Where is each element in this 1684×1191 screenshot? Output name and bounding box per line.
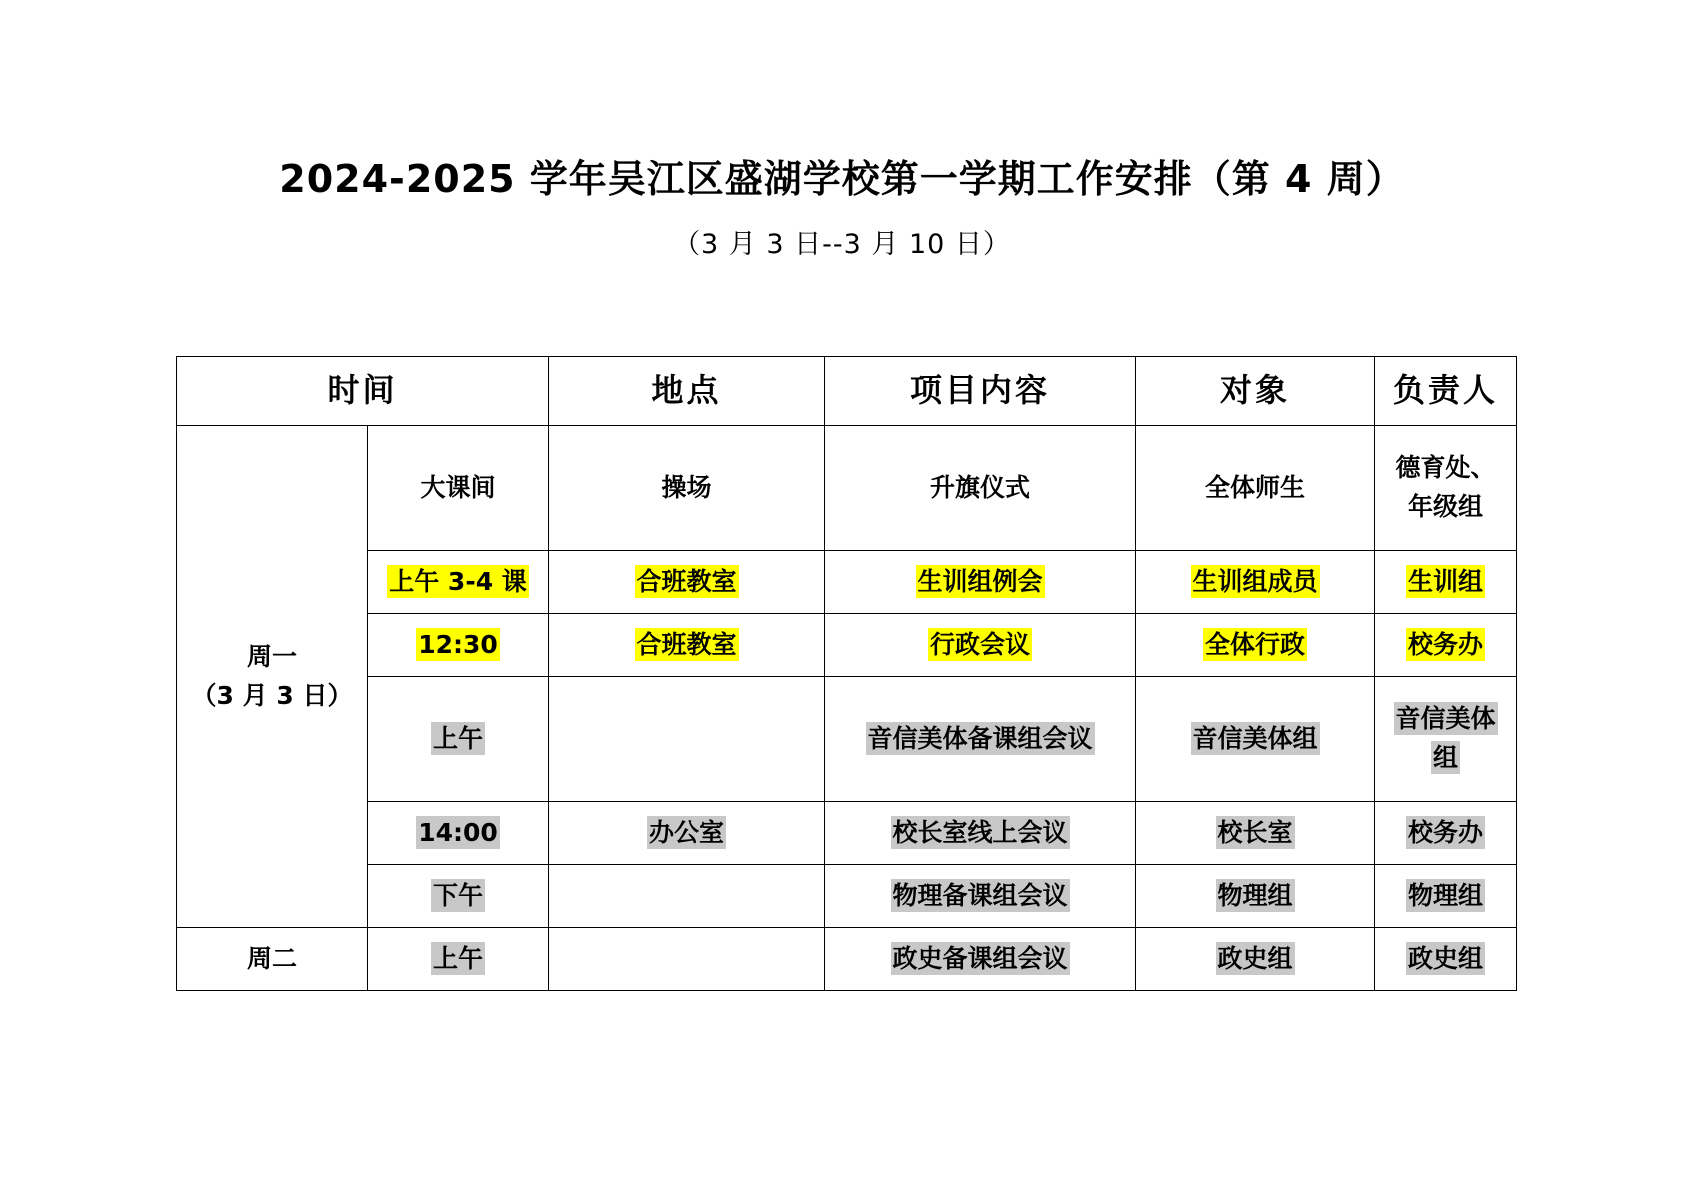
owner-cell bbox=[1375, 802, 1517, 865]
place-cell bbox=[549, 551, 825, 614]
content-text: 校长室线上会议 bbox=[892, 817, 1068, 847]
table-row bbox=[177, 677, 1517, 802]
table-row bbox=[177, 551, 1517, 614]
column-header-content: 项目内容 bbox=[825, 357, 1136, 426]
target-cell bbox=[1136, 614, 1375, 677]
table-row bbox=[177, 865, 1517, 928]
column-header-owner: 负责人 bbox=[1375, 357, 1517, 426]
content-cell bbox=[825, 677, 1136, 802]
place-cell bbox=[549, 614, 825, 677]
target-cell bbox=[1136, 551, 1375, 614]
owner-cell bbox=[1375, 865, 1517, 928]
place-text: 操场 bbox=[661, 472, 712, 502]
day-cell-tuesday bbox=[177, 928, 368, 991]
day-date: （3 月 3 日） bbox=[191, 680, 353, 710]
place-cell bbox=[549, 865, 825, 928]
content-cell bbox=[825, 802, 1136, 865]
place-text: 合班教室 bbox=[636, 629, 737, 659]
day-name: 周二 bbox=[246, 943, 297, 973]
time-cell bbox=[368, 865, 549, 928]
place-cell bbox=[549, 928, 825, 991]
time-text: 上午 bbox=[433, 943, 484, 973]
owner-cell bbox=[1375, 426, 1517, 551]
target-cell bbox=[1136, 677, 1375, 802]
target-text: 全体行政 bbox=[1205, 629, 1306, 659]
target-cell bbox=[1136, 802, 1375, 865]
target-cell bbox=[1136, 928, 1375, 991]
time-text: 大课间 bbox=[420, 472, 496, 502]
time-text: 14:00 bbox=[418, 817, 498, 847]
owner-text-line2: 年级组 bbox=[1408, 492, 1484, 521]
table-row bbox=[177, 928, 1517, 991]
page-title: 2024-2025 学年吴江区盛湖学校第一学期工作安排（第 4 周） bbox=[279, 157, 1405, 201]
content-cell bbox=[825, 551, 1136, 614]
time-text: 上午 bbox=[433, 723, 484, 753]
day-cell-monday bbox=[177, 426, 368, 928]
owner-text: 校务办 bbox=[1408, 629, 1484, 659]
owner-text: 校务办 bbox=[1408, 817, 1484, 847]
content-text: 行政会议 bbox=[930, 629, 1031, 659]
column-header-time: 时间 bbox=[177, 357, 549, 426]
table-row bbox=[177, 426, 1517, 551]
content-text: 物理备课组会议 bbox=[892, 880, 1068, 910]
owner-text: 政史组 bbox=[1408, 943, 1484, 973]
target-text: 音信美体组 bbox=[1192, 723, 1318, 753]
place-cell bbox=[549, 802, 825, 865]
content-cell bbox=[825, 928, 1136, 991]
time-cell bbox=[368, 802, 549, 865]
table-row bbox=[177, 614, 1517, 677]
content-cell bbox=[825, 426, 1136, 551]
time-cell bbox=[368, 928, 549, 991]
time-cell bbox=[368, 677, 549, 802]
target-text: 政史组 bbox=[1217, 943, 1293, 973]
target-text: 生训组成员 bbox=[1192, 566, 1318, 596]
target-text: 全体师生 bbox=[1205, 472, 1306, 502]
place-cell bbox=[549, 426, 825, 551]
time-cell bbox=[368, 551, 549, 614]
target-cell bbox=[1136, 865, 1375, 928]
column-header-place: 地点 bbox=[549, 357, 825, 426]
content-text: 音信美体备课组会议 bbox=[867, 723, 1093, 753]
place-cell bbox=[549, 677, 825, 802]
place-text: 办公室 bbox=[649, 817, 725, 847]
time-text: 12:30 bbox=[418, 629, 498, 659]
content-cell bbox=[825, 865, 1136, 928]
owner-cell bbox=[1375, 928, 1517, 991]
content-text: 政史备课组会议 bbox=[892, 943, 1068, 973]
owner-text-line1: 音信美体 bbox=[1395, 704, 1496, 734]
time-text: 上午 3-4 课 bbox=[389, 566, 527, 596]
owner-cell bbox=[1375, 614, 1517, 677]
time-text: 下午 bbox=[433, 880, 484, 910]
time-cell bbox=[368, 614, 549, 677]
place-text: 合班教室 bbox=[636, 566, 737, 596]
content-text: 生训组例会 bbox=[917, 566, 1043, 596]
target-cell bbox=[1136, 426, 1375, 551]
owner-cell bbox=[1375, 551, 1517, 614]
content-cell bbox=[825, 614, 1136, 677]
date-range: （3 月 3 日--3 月 10 日） bbox=[673, 229, 1011, 260]
schedule-table bbox=[176, 356, 1517, 991]
target-text: 校长室 bbox=[1217, 817, 1293, 847]
content-text: 升旗仪式 bbox=[930, 472, 1031, 502]
owner-text: 生训组 bbox=[1408, 566, 1484, 596]
column-header-target: 对象 bbox=[1136, 357, 1375, 426]
owner-cell bbox=[1375, 677, 1517, 802]
time-cell bbox=[368, 426, 549, 551]
owner-text-line2: 组 bbox=[1433, 743, 1459, 772]
table-header-row bbox=[177, 357, 1517, 426]
target-text: 物理组 bbox=[1217, 880, 1293, 910]
day-name: 周一 bbox=[246, 641, 297, 671]
owner-text-line1: 德育处、 bbox=[1395, 453, 1496, 483]
table-row bbox=[177, 802, 1517, 865]
owner-text: 物理组 bbox=[1408, 880, 1484, 910]
